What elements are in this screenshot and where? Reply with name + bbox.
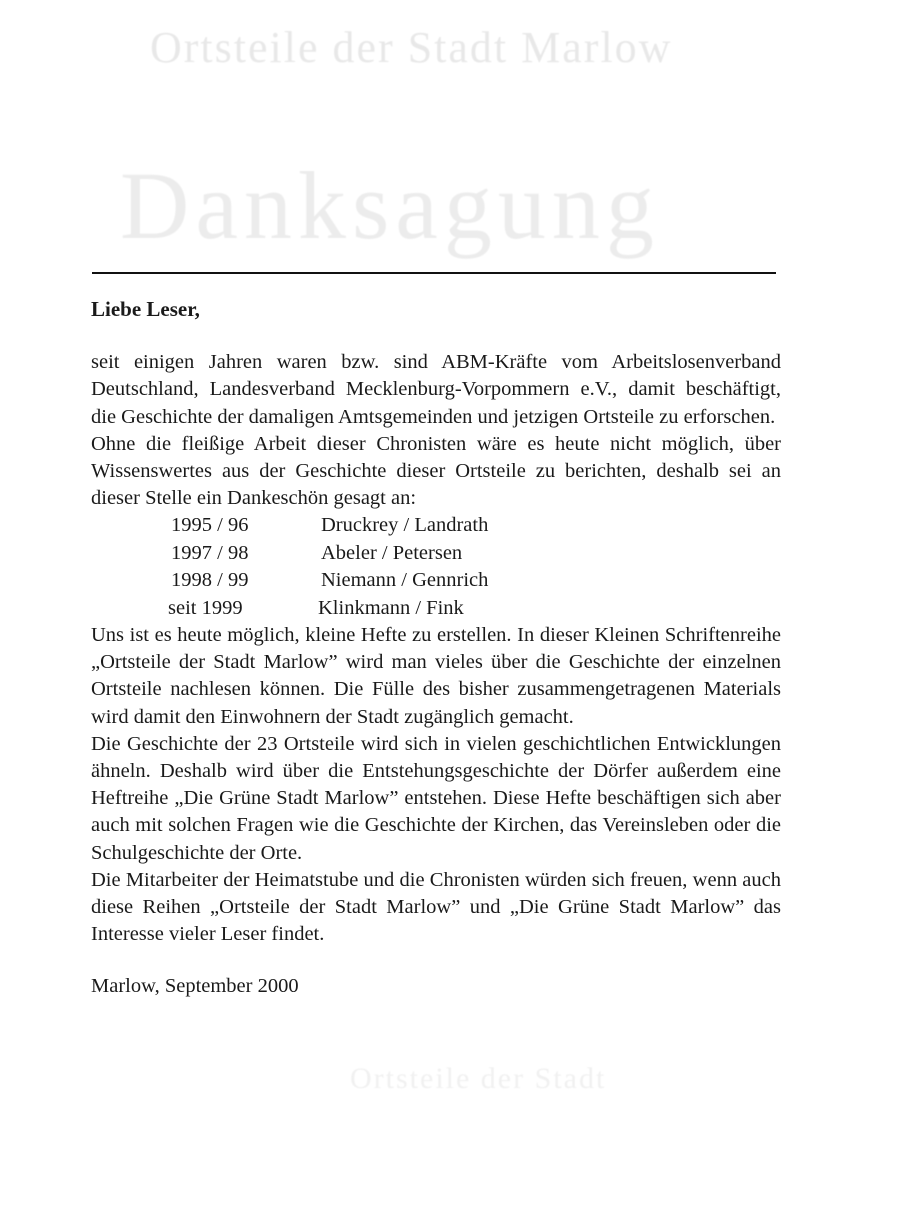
paragraph-intro: seit einigen Jahren waren bzw. sind ABM-Kräfte vom Arbeitslosenverband Deutschland, Landesverband Mecklenburg-Vorpommern e.V., damit beschäftigt, die Geschichte der damaligen Amtsgemeinden und jetzigen Ortsteile zu erforschen. (91, 351, 781, 428)
paragraph-booklets: Uns ist es heute möglich, kleine Hefte zu erstellen. In dieser Kleinen Schriftenreihe „Ortsteile der Stadt Marlow” wird man vieles über die Geschichte der einzelnen Ortsteile nachlesen können. Die Fülle des bisher zusammengetragenen Materials wird damit den Einwohnern der Stadt zugänglich gemacht. (91, 624, 781, 728)
bleed-through-footer: Ortsteile der Stadt (350, 1062, 607, 1095)
credit-names: Druckrey / Landrath (321, 514, 489, 537)
credits-list (91, 512, 781, 622)
credit-row (91, 540, 781, 567)
credit-period: 1998 / 99 (171, 569, 249, 592)
credit-row (91, 567, 781, 594)
paragraph-closing-wish: Die Mitarbeiter der Heimatstube und die Chronisten würden sich freuen, wenn auch diese Reihen „Ortsteile der Stadt Marlow” und „Die Grüne Stadt Marlow” das Interesse vieler Leser findet. (91, 868, 781, 946)
credit-names: Niemann / Gennrich (321, 569, 489, 592)
place-date: Marlow, September 2000 (91, 975, 299, 998)
paragraph-thanks: Ohne die fleißige Arbeit dieser Chronisten wäre es heute nicht möglich, über Wissenswertes aus der Geschichte dieser Ortsteile zu berichten, deshalb sei an dieser Stelle ein Dankeschön gesagt an: (91, 432, 781, 510)
credit-row (91, 512, 781, 539)
credit-period: 1995 / 96 (171, 514, 249, 537)
header-rule (92, 272, 776, 274)
bleed-through-title: Danksagung (120, 152, 660, 259)
greeting: Liebe Leser, (91, 297, 200, 321)
credit-row (91, 595, 781, 622)
paragraph-history: Die Geschichte der 23 Ortsteile wird sich in vielen geschichtlichen Entwicklungen ähneln. Deshalb wird über die Entstehungsgeschichte der Dörfer außerdem eine Heftreihe „Die Grüne Stadt Marlow” entstehen. Diese Hefte beschäftigen sich aber auch mit solchen Fragen wie die Geschichte der Kirchen, das Vereinsleben oder die Schulgeschichte der Orte. (91, 732, 781, 864)
credit-period: seit 1999 (168, 596, 243, 619)
bleed-through-heading: Ortsteile der Stadt Marlow (150, 23, 673, 72)
credit-names: Abeler / Petersen (321, 541, 463, 564)
credit-period: 1997 / 98 (171, 541, 249, 564)
credit-names: Klinkmann / Fink (318, 596, 464, 619)
letter-body (91, 296, 781, 1001)
